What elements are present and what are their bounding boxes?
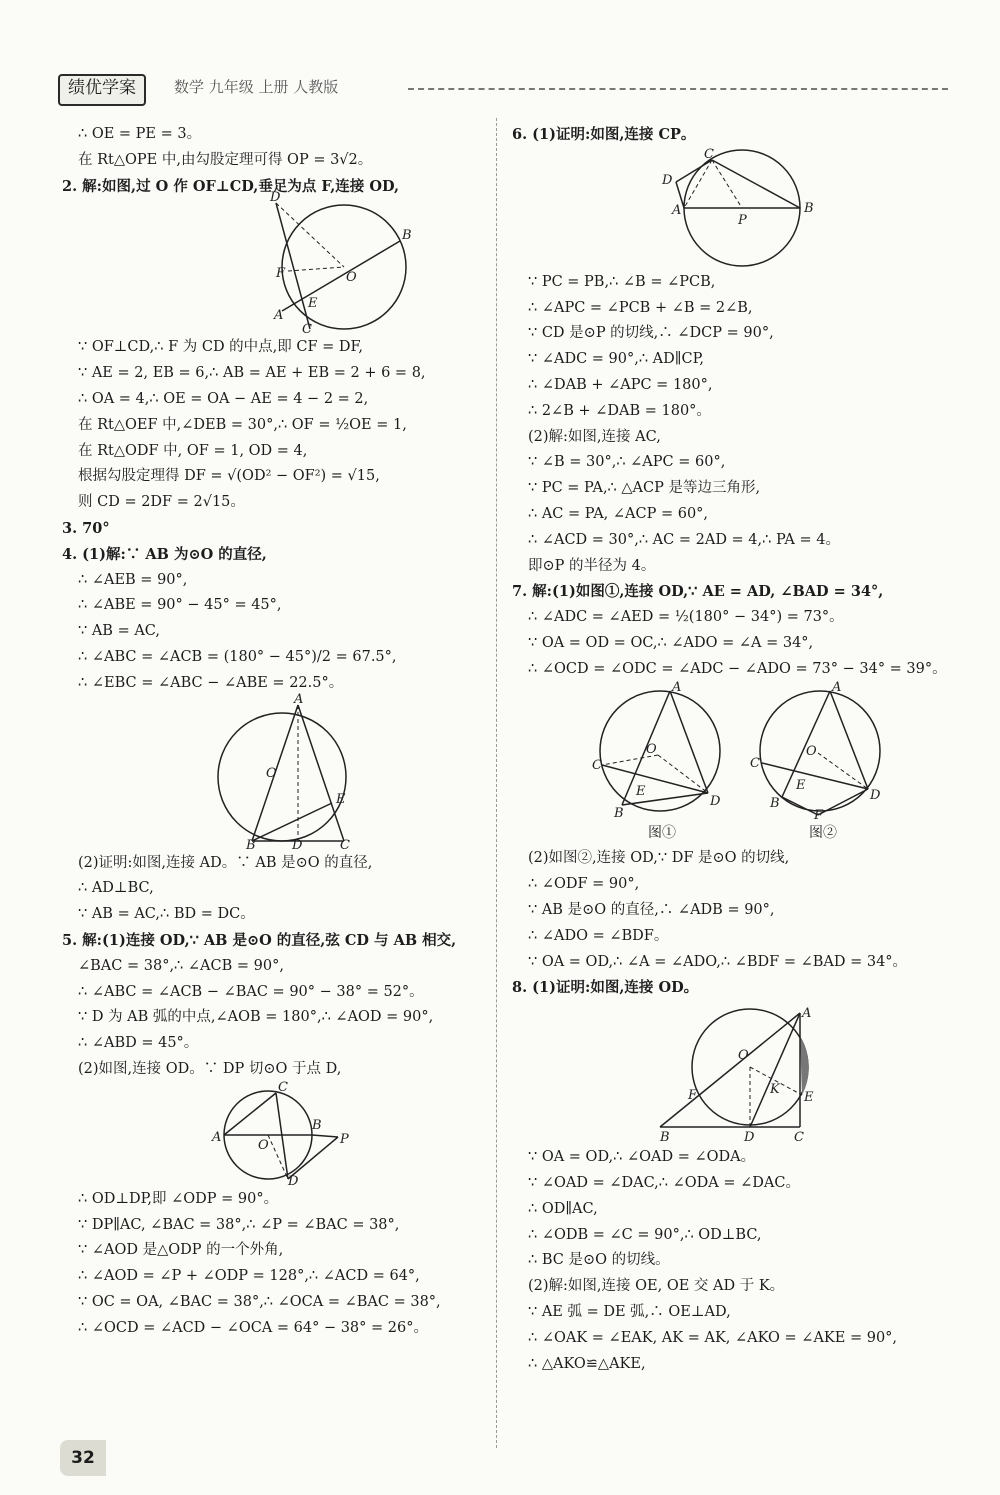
svg-text:P: P [340,1131,349,1147]
svg-text:C: C [340,837,350,853]
svg-text:C: C [750,755,760,771]
text-line: ∵ OA = OD,∴ ∠OAD = ∠ODA。 [528,1149,756,1166]
svg-text:A: A [294,691,304,707]
svg-text:A: A [802,1006,812,1022]
text-line: ∴ ∠AEB = 90°, [78,571,188,588]
text-line: 在 Rt△OEF 中,∠DEB = 30°,∴ OF = ½OE = 1, [78,416,407,433]
left-column [62,122,486,1342]
svg-text:D: D [710,793,721,809]
figure-caption: 图① [648,824,676,841]
text-line: ∵ ∠AOD 是△ODP 的一个外角, [78,1242,284,1259]
figure-q2 [62,190,486,338]
text-line: ∴ ∠ADC = ∠AED = ½(180° − 34°) = 73°。 [528,609,844,626]
text-line: ∵ AB = AC,∴ BD = DC。 [78,906,255,923]
svg-text:C: C [592,757,602,773]
text-line: ∴ ∠ABD = 45°。 [78,1035,199,1052]
svg-text:B: B [660,1130,670,1146]
svg-text:D: D [744,1130,755,1146]
text-line: ∴ BC 是⊙O 的切线。 [528,1252,670,1269]
figure-q7-1 [592,679,732,847]
svg-text:A: A [832,679,842,695]
svg-text:F: F [688,1088,698,1104]
svg-text:A: A [274,308,284,324]
text-line: ∴ ∠ADO = ∠BDF。 [528,927,669,944]
svg-text:C: C [278,1079,288,1095]
svg-text:E: E [636,783,646,799]
subject-crumb: 数学 九年级 上册 人教版 [174,78,339,96]
text-line: ∵ ∠OAD = ∠DAC,∴ ∠ODA = ∠DAC。 [528,1174,800,1191]
svg-text:D: D [870,787,881,803]
text-line: ∴ ∠DAB + ∠APC = 180°, [528,376,713,393]
text-line: ∴ ∠ABC = ∠ACB = (180° − 45°)/2 = 67.5°, [78,648,397,665]
figure-q8 [512,1003,944,1146]
svg-text:F: F [814,807,824,823]
figure-q6 [512,146,944,268]
brand-logo: 绩优学案 [58,74,146,106]
svg-text:K: K [770,1082,780,1098]
text-line: ∵ ∠B = 30°,∴ ∠APC = 60°, [528,454,726,471]
svg-text:D: D [270,190,281,206]
text-line: ∴ AD⊥BC, [78,880,154,897]
svg-text:D: D [288,1173,299,1189]
text-line: ∴ ∠AOD = ∠P + ∠ODP = 128°,∴ ∠ACD = 64°, [78,1268,420,1285]
text-line: (2)解:如图,连接 OE, OE 交 AD 于 K。 [528,1278,785,1295]
text-line: ∵ OC = OA, ∠BAC = 38°,∴ ∠OCA = ∠BAC = 38°, [78,1293,441,1310]
svg-text:B: B [614,805,624,821]
text-line: ∴ ∠ABC = ∠ACB − ∠BAC = 90° − 38° = 52°。 [78,983,424,1000]
figure-caption: 图② [809,824,837,841]
text-line: ∵ DP∥AC, ∠BAC = 38°,∴ ∠P = ∠BAC = 38°, [78,1216,400,1233]
text-line: ∵ OA = OD = OC,∴ ∠ADO = ∠A = 34°, [528,634,814,651]
text-line: (2)如图②,连接 OD,∵ DF 是⊙O 的切线, [528,850,790,867]
text-line: ∵ PC = PB,∴ ∠B = ∠PCB, [528,273,716,290]
text-line: ∴ OD⊥DP,即 ∠ODP = 90°。 [78,1190,279,1207]
text-line: ∴ AC = PA, ∠ACP = 60°, [528,505,709,522]
page-header [58,74,948,104]
svg-text:B: B [770,795,780,811]
header-rule [408,88,948,90]
column-divider [496,118,497,1448]
text-line: ∠BAC = 38°,∴ ∠ACB = 90°, [78,957,284,974]
text-line: ∴ ∠OAK = ∠EAK, AK = AK, ∠AKO = ∠AKE = 90°, [528,1329,898,1346]
text-line: ∵ PC = PA,∴ △ACP 是等边三角形, [528,480,761,497]
svg-text:O: O [646,741,657,757]
text-line: 7. 解:(1)如图①,连接 OD,∵ AE = AD, ∠BAD = 34°, [512,583,884,601]
text-line: 5. 解:(1)连接 OD,∵ AB 是⊙O 的直径,弦 CD 与 AB 相交, [62,931,457,949]
svg-text:D: D [662,172,673,188]
text-line: ∴ OE = PE = 3。 [78,126,202,142]
text-line: 根据勾股定理得 DF = √(OD² − OF²) = √15, [78,468,380,485]
svg-text:D: D [292,837,303,853]
svg-text:E: E [804,1090,814,1106]
svg-text:C: C [794,1130,804,1146]
text-line: ∵ AB 是⊙O 的直径,∴ ∠ADB = 90°, [528,901,775,918]
svg-text:P: P [738,212,747,228]
svg-text:E: E [336,791,346,807]
text-line: ∴ ∠APC = ∠PCB + ∠B = 2∠B, [528,299,753,316]
text-line: 在 Rt△ODF 中, OF = 1, OD = 4, [78,442,308,459]
right-column [512,122,947,1377]
figure-q7-2 [748,679,898,847]
text-line: 8. (1)证明:如图,连接 OD。 [512,979,699,997]
svg-text:C: C [302,322,312,338]
svg-text:B: B [804,200,814,216]
text-line: 6. (1)证明:如图,连接 CP。 [512,126,696,143]
text-line: ∵ AE 弧 = DE 弧,∴ OE⊥AD, [528,1303,731,1320]
svg-text:F: F [276,266,286,282]
text-line: ∴ ∠OCD = ∠ACD − ∠OCA = 64° − 38° = 26°。 [78,1319,428,1336]
text-line: ∴ 2∠B + ∠DAB = 180°。 [528,402,711,419]
svg-text:A: A [672,202,682,218]
svg-text:B: B [312,1117,322,1133]
text-line: 3. 70° [62,519,110,537]
text-line: (2)解:如图,连接 AC, [528,428,661,445]
figure-q5 [62,1079,486,1189]
page-number: 32 [60,1440,106,1476]
figure-q7-pair [512,679,944,847]
text-line: ∴ △AKO≌△AKE, [528,1355,646,1372]
text-line: ∵ D 为 AB 弧的中点,∠AOB = 180°,∴ ∠AOD = 90°, [78,1009,434,1026]
text-line: ∴ ∠OCD = ∠ODC = ∠ADC − ∠ADO = 73° − 34° = 39°。 [528,660,947,677]
text-line: ∵ AB = AC, [78,623,160,640]
text-line: ∵ ∠ADC = 90°,∴ AD∥CP, [528,351,705,368]
svg-text:O: O [266,765,277,781]
svg-text:O: O [258,1137,269,1153]
text-line: (2)如图,连接 OD。∵ DP 切⊙O 于点 D, [78,1060,342,1077]
text-line: ∵ OA = OD,∴ ∠A = ∠ADO,∴ ∠BDF = ∠BAD = 34°。 [528,953,908,970]
svg-text:B: B [246,837,256,853]
svg-text:O: O [806,743,817,759]
text-line: 则 CD = 2DF = 2√15。 [78,494,245,511]
text-line: ∵ OF⊥CD,∴ F 为 CD 的中点,即 CF = DF, [78,339,363,356]
text-line: ∴ ∠EBC = ∠ABC − ∠ABE = 22.5°。 [78,674,344,691]
svg-text:C: C [704,146,714,162]
svg-text:E: E [308,296,318,312]
text-line: ∴ ∠ODB = ∠C = 90°,∴ OD⊥BC, [528,1226,762,1243]
text-line: ∵ AE = 2, EB = 6,∴ AB = AE + EB = 2 + 6 = 8, [78,365,426,382]
text-line: 4. (1)解:∵ AB 为⊙O 的直径, [62,545,267,563]
svg-text:A: A [212,1129,222,1145]
svg-text:O: O [738,1048,749,1064]
text-line: 2. 解:如图,过 O 作 OF⊥CD,垂足为点 F,连接 OD, [62,177,400,195]
svg-text:A: A [672,679,682,695]
svg-text:O: O [346,270,357,286]
figure-q4 [62,691,486,853]
text-line: ∴ ∠ACD = 30°,∴ AC = 2AD = 4,∴ PA = 4。 [528,531,840,548]
svg-text:B: B [402,228,412,244]
text-line: ∴ OA = 4,∴ OE = OA − AE = 4 − 2 = 2, [78,390,369,407]
text-line: ∵ CD 是⊙P 的切线,∴ ∠DCP = 90°, [528,325,774,342]
text-line: ∴ ∠ABE = 90° − 45° = 45°, [78,597,282,614]
text-line: ∴ OD∥AC, [528,1200,598,1217]
text-line: ∴ ∠ODF = 90°, [528,876,640,893]
text-line: 在 Rt△OPE 中,由勾股定理可得 OP = 3√2。 [78,151,373,168]
svg-text:E: E [796,777,806,793]
text-line: (2)证明:如图,连接 AD。∵ AB 是⊙O 的直径, [78,854,373,871]
text-line: 即⊙P 的半径为 4。 [528,557,656,574]
